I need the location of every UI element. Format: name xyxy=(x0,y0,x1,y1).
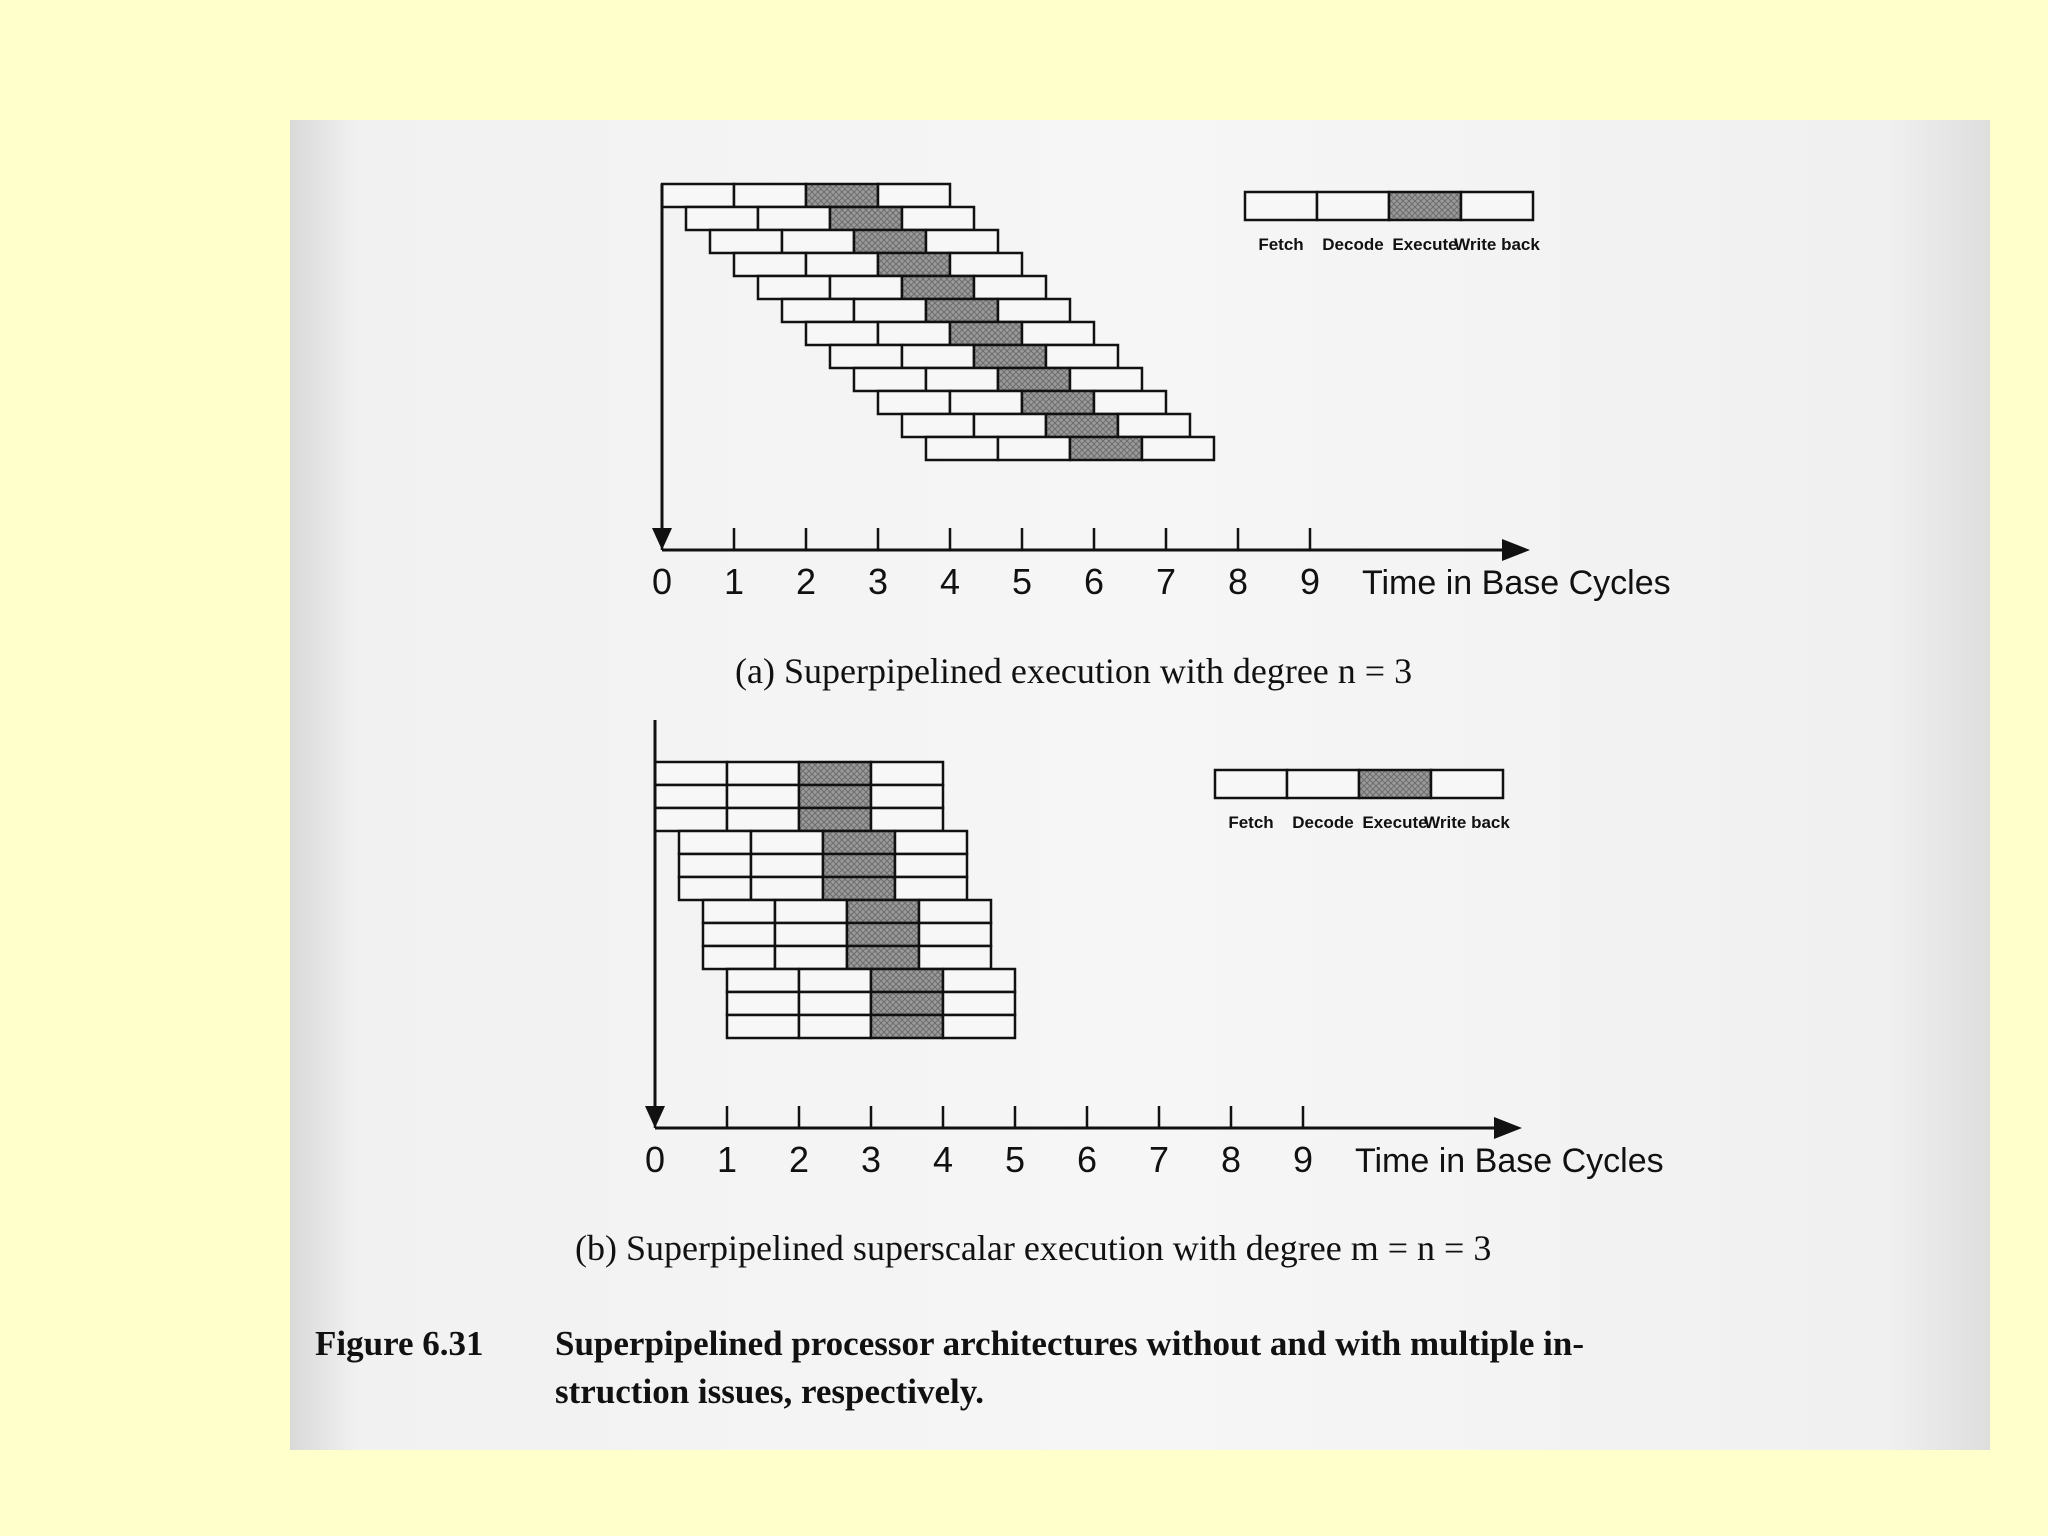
time-tick-label: 4 xyxy=(939,561,961,602)
stage-box xyxy=(727,992,799,1015)
stage-box xyxy=(655,808,727,831)
legend-label: Write back xyxy=(1454,235,1540,254)
execute-stage-box xyxy=(799,808,871,831)
panel-b-diagram xyxy=(645,720,1664,1180)
stage-box xyxy=(998,437,1070,460)
execute-stage-box xyxy=(871,969,943,992)
stage-box xyxy=(679,831,751,854)
stage-box xyxy=(1142,437,1214,460)
stage-box xyxy=(878,391,950,414)
stage-box xyxy=(703,900,775,923)
time-tick-label: 6 xyxy=(1083,561,1105,602)
stage-box xyxy=(974,414,1046,437)
execute-stage-box xyxy=(871,992,943,1015)
execute-stage-box xyxy=(806,184,878,207)
stage-box xyxy=(799,969,871,992)
stage-box xyxy=(854,299,926,322)
stage-box xyxy=(710,230,782,253)
stage-box xyxy=(878,184,950,207)
figure-caption-line2: struction issues, respectively. xyxy=(555,1372,985,1411)
execute-stage-box xyxy=(1070,437,1142,460)
stage-box xyxy=(878,322,950,345)
stage-box xyxy=(727,1015,799,1038)
stage-box xyxy=(871,808,943,831)
execute-stage-box xyxy=(878,253,950,276)
stage-box xyxy=(943,969,1015,992)
stage-box xyxy=(1046,345,1118,368)
stage-box xyxy=(703,946,775,969)
stage-box xyxy=(775,946,847,969)
panel-b-caption: (b) Superpipelined superscalar execution with degree m = n = 3 xyxy=(575,1228,1492,1268)
legend-stage-box xyxy=(1431,770,1503,798)
figure-page xyxy=(290,120,1990,1450)
execute-stage-box xyxy=(1022,391,1094,414)
stage-box xyxy=(943,992,1015,1015)
execute-stage-box xyxy=(847,923,919,946)
stage-box xyxy=(1070,368,1142,391)
stage-box xyxy=(655,762,727,785)
stage-box xyxy=(758,276,830,299)
stage-box xyxy=(727,808,799,831)
time-tick-label: 8 xyxy=(1220,1139,1242,1180)
stage-box xyxy=(902,414,974,437)
legend-label: Fetch xyxy=(1228,813,1274,832)
time-tick-label: 9 xyxy=(1292,1139,1314,1180)
stage-box xyxy=(854,368,926,391)
stage-box xyxy=(974,276,1046,299)
stage-box xyxy=(830,345,902,368)
time-tick-label: 3 xyxy=(860,1139,882,1180)
execute-stage-box xyxy=(926,299,998,322)
stage-box xyxy=(998,299,1070,322)
execute-stage-box xyxy=(902,276,974,299)
stage-box xyxy=(895,831,967,854)
legend-label: Decode xyxy=(1292,813,1354,832)
stage-box xyxy=(799,1015,871,1038)
legend-stage-box xyxy=(1215,770,1287,798)
legend-stage-box xyxy=(1461,192,1533,220)
stage-box xyxy=(950,391,1022,414)
stage-box xyxy=(806,253,878,276)
figure-caption-line1: Superpipelined processor architectures without and with multiple in- xyxy=(555,1324,1585,1363)
time-tick-label: 5 xyxy=(1004,1139,1026,1180)
stage-box xyxy=(871,785,943,808)
stage-box xyxy=(1118,414,1190,437)
time-tick-label: 2 xyxy=(795,561,817,602)
execute-stage-box xyxy=(847,900,919,923)
stage-box xyxy=(775,900,847,923)
stage-box xyxy=(919,946,991,969)
time-tick-label: 7 xyxy=(1148,1139,1170,1180)
time-tick-label: 4 xyxy=(932,1139,954,1180)
stage-box xyxy=(655,785,727,808)
stage-box xyxy=(751,877,823,900)
execute-stage-box xyxy=(871,1015,943,1038)
execute-stage-box xyxy=(847,946,919,969)
legend-stage-box xyxy=(1245,192,1317,220)
time-tick-label: 6 xyxy=(1076,1139,1098,1180)
stage-box xyxy=(926,230,998,253)
time-tick-label: 9 xyxy=(1299,561,1321,602)
pipeline-figure xyxy=(290,120,1990,1450)
stage-box xyxy=(727,785,799,808)
execute-stage-box xyxy=(823,831,895,854)
stage-box xyxy=(727,969,799,992)
legend-stage-box xyxy=(1317,192,1389,220)
stage-box xyxy=(926,437,998,460)
stage-box xyxy=(782,299,854,322)
legend-label: Fetch xyxy=(1258,235,1304,254)
stage-box xyxy=(662,184,734,207)
time-tick-label: 7 xyxy=(1155,561,1177,602)
time-axis-arrow xyxy=(1494,1117,1522,1139)
stage-box xyxy=(902,345,974,368)
time-tick-label: 1 xyxy=(716,1139,738,1180)
time-tick-label: 0 xyxy=(651,561,673,602)
stage-box xyxy=(679,877,751,900)
stage-box xyxy=(806,322,878,345)
stage-box xyxy=(758,207,830,230)
stage-box xyxy=(799,992,871,1015)
stage-box xyxy=(734,184,806,207)
stage-box xyxy=(775,923,847,946)
time-axis-title: Time in Base Cycles xyxy=(1355,1142,1664,1180)
legend-stage-box xyxy=(1359,770,1431,798)
execute-stage-box xyxy=(854,230,926,253)
stage-box xyxy=(871,762,943,785)
stage-box xyxy=(902,207,974,230)
stage-box xyxy=(919,900,991,923)
stage-box xyxy=(782,230,854,253)
time-tick-label: 0 xyxy=(644,1139,666,1180)
stage-box xyxy=(919,923,991,946)
legend-stage-box xyxy=(1389,192,1461,220)
stage-box xyxy=(1022,322,1094,345)
legend-label: Execute xyxy=(1392,235,1458,254)
legend-label: Write back xyxy=(1424,813,1510,832)
time-tick-label: 8 xyxy=(1227,561,1249,602)
legend-label: Execute xyxy=(1362,813,1428,832)
stage-box xyxy=(703,923,775,946)
stage-box xyxy=(950,253,1022,276)
execute-stage-box xyxy=(950,322,1022,345)
execute-stage-box xyxy=(799,762,871,785)
execute-stage-box xyxy=(974,345,1046,368)
stage-box xyxy=(686,207,758,230)
execute-stage-box xyxy=(1046,414,1118,437)
stage-box xyxy=(926,368,998,391)
stage-box xyxy=(734,253,806,276)
stage-box xyxy=(830,276,902,299)
legend-label: Decode xyxy=(1322,235,1384,254)
stage-box xyxy=(751,831,823,854)
time-tick-label: 1 xyxy=(723,561,745,602)
time-axis-title: Time in Base Cycles xyxy=(1362,564,1671,602)
stage-box xyxy=(895,854,967,877)
panel-a-diagram xyxy=(652,184,1671,602)
stage-box xyxy=(679,854,751,877)
time-tick-label: 3 xyxy=(867,561,889,602)
stage-box xyxy=(727,762,799,785)
panel-a-caption: (a) Superpipelined execution with degree n = 3 xyxy=(735,651,1413,691)
time-axis-arrow xyxy=(1502,539,1530,561)
legend-stage-box xyxy=(1287,770,1359,798)
execute-stage-box xyxy=(823,854,895,877)
time-tick-label: 5 xyxy=(1011,561,1033,602)
time-tick-label: 2 xyxy=(788,1139,810,1180)
execute-stage-box xyxy=(823,877,895,900)
figure-caption-number: Figure 6.31 xyxy=(315,1324,484,1363)
stage-box xyxy=(1094,391,1166,414)
stage-box xyxy=(751,854,823,877)
execute-stage-box xyxy=(998,368,1070,391)
execute-stage-box xyxy=(830,207,902,230)
stage-box xyxy=(895,877,967,900)
stage-box xyxy=(943,1015,1015,1038)
figure-caption xyxy=(315,1320,1975,1416)
execute-stage-box xyxy=(799,785,871,808)
